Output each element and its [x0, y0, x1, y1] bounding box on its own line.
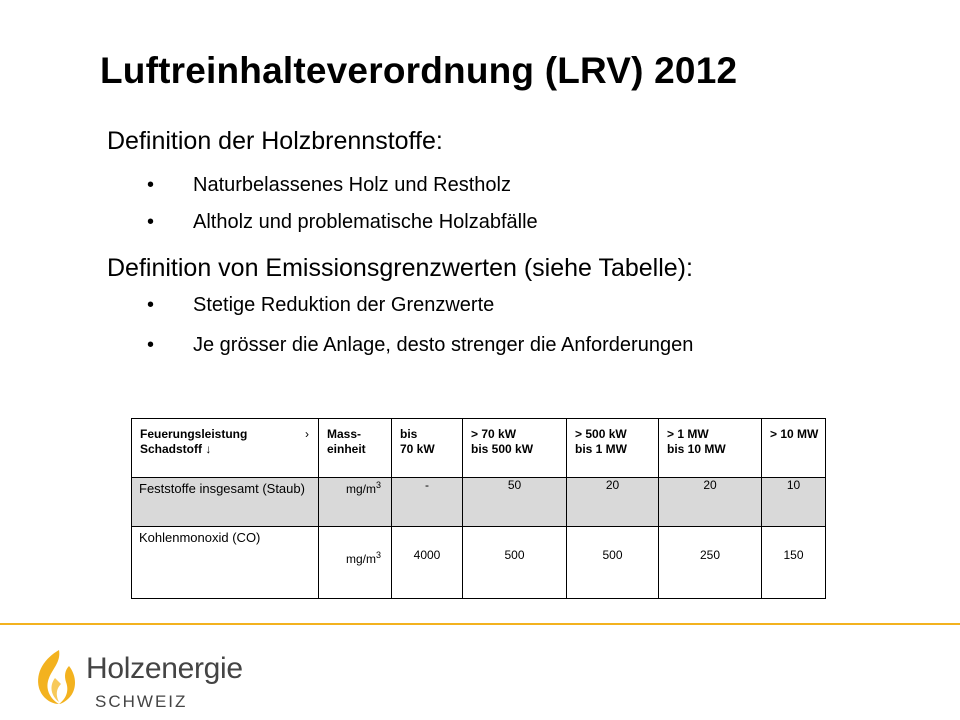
emission-limits-table	[131, 418, 826, 599]
row-label: Feststoffe insgesamt (Staub)	[139, 481, 305, 496]
unit-text: mg/m	[345, 482, 376, 496]
bullet-dot: •	[147, 211, 155, 233]
table-header-row	[132, 419, 826, 478]
value-cell: 250	[659, 527, 762, 599]
bullet-text: Naturbelassenes Holz und Restholz	[193, 174, 511, 196]
header-label: bis 10 MW	[667, 442, 726, 456]
value-cell: 4000	[392, 527, 463, 599]
header-label: Schadstoff ↓	[140, 442, 212, 456]
header-cell	[319, 419, 392, 478]
row-label-cell	[132, 527, 319, 599]
row-label-cell	[132, 478, 319, 527]
value-cell: 500	[463, 527, 567, 599]
header-label: einheit	[327, 442, 366, 456]
header-label: bis 1 MW	[575, 442, 628, 456]
header-cell	[392, 419, 463, 478]
section-heading-limits: Definition von Emissionsgrenzwerten (siehe Tabelle):	[107, 254, 693, 282]
header-cell	[762, 419, 826, 478]
row-label: Kohlenmonoxid (CO)	[139, 530, 261, 545]
value-cell: 50	[463, 478, 567, 527]
bullet-dot: •	[147, 294, 155, 316]
value-cell: 150	[762, 527, 826, 599]
header-label: bis 500 kW	[471, 442, 534, 456]
unit-exponent: 3	[375, 550, 381, 560]
logo-subtitle: SCHWEIZ	[95, 692, 188, 711]
value-cell: 10	[762, 478, 826, 527]
value-cell: 20	[567, 478, 659, 527]
table-row	[132, 527, 826, 599]
value-cell: 500	[567, 527, 659, 599]
header-cell	[463, 419, 567, 478]
header-label: Feuerungsleistung	[140, 427, 248, 441]
bullet-text: Je grösser die Anlage, desto strenger die Anforderungen	[193, 334, 694, 356]
section-heading-fuels: Definition der Holzbrennstoffe:	[107, 127, 443, 155]
header-label: 70 kW	[400, 442, 435, 456]
right-arrow-icon: ›	[305, 427, 309, 441]
header-label: > 70 kW	[471, 427, 517, 441]
flame-logo-icon	[33, 648, 79, 706]
header-cell	[567, 419, 659, 478]
header-cell	[132, 419, 319, 478]
unit-exponent: 3	[375, 480, 381, 490]
unit-text: mg/m	[345, 552, 376, 566]
header-label: Mass-	[327, 427, 362, 441]
bullet-dot: •	[147, 334, 155, 356]
bullet-text: Stetige Reduktion der Grenzwerte	[193, 294, 495, 316]
bullet-text: Altholz und problematische Holzabfälle	[193, 211, 538, 233]
bullet-dot: •	[147, 174, 155, 196]
table-row	[132, 478, 826, 527]
header-label: > 10 MW	[770, 427, 819, 441]
logo-name: Holzenergie	[86, 652, 243, 685]
unit-cell	[319, 527, 392, 599]
unit-cell	[319, 478, 392, 527]
value-cell: -	[392, 478, 463, 527]
header-label: > 500 kW	[575, 427, 627, 441]
value-cell: 20	[659, 478, 762, 527]
header-label: bis	[400, 427, 418, 441]
footer-divider	[0, 623, 960, 625]
header-cell	[659, 419, 762, 478]
header-label: > 1 MW	[667, 427, 709, 441]
slide-title: Luftreinhalteverordnung (LRV) 2012	[100, 50, 738, 91]
